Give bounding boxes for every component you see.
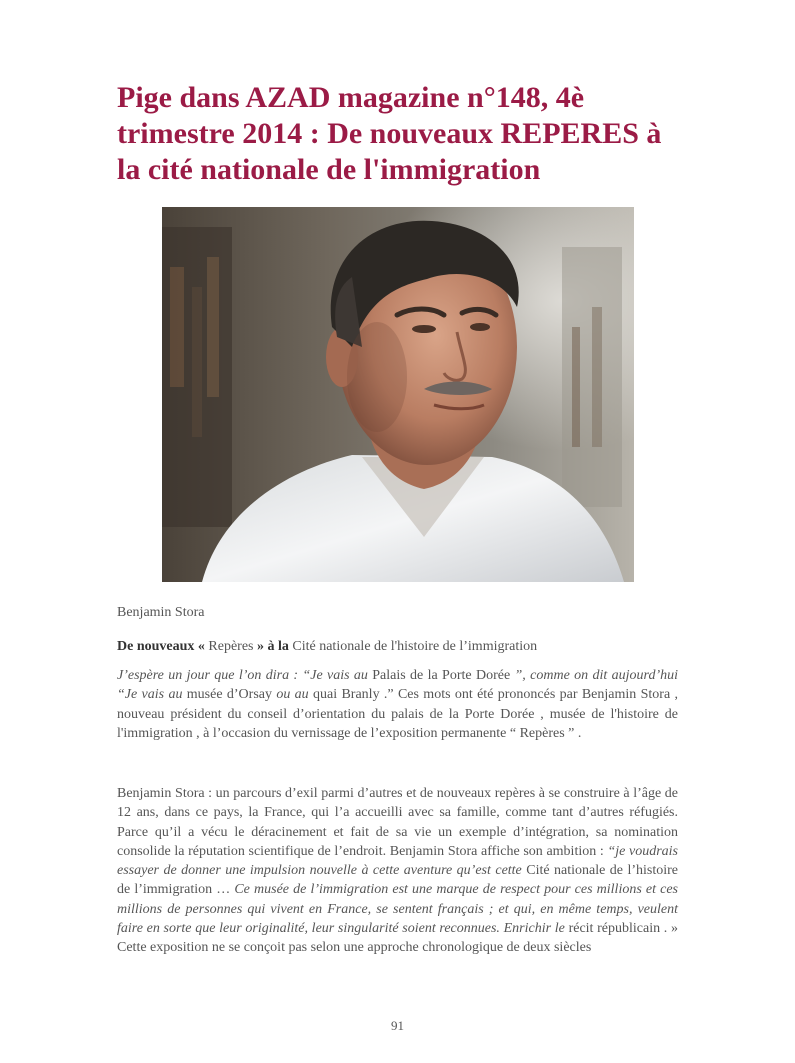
paragraph-1 — [117, 666, 678, 743]
article-title: Pige dans AZAD magazine n°148, 4è trimestre 2014 : De nouveaux REPERES à la cité nationale de l'immigration — [117, 81, 662, 186]
p2-text-2: Cité nationale de l’histoire de l’immigration … — [117, 863, 678, 898]
p1-text-2: musée d’Orsay — [182, 687, 277, 703]
p2-italic-1: “je voudrais essayer de donner une impulsion nouvelle à cette aventure qu’est cette — [117, 843, 679, 879]
p1-text-1: Palais de la Porte Dorée — [367, 668, 515, 683]
paragraph-2 — [117, 784, 678, 958]
p1-italic-3: ou au — [276, 687, 309, 703]
page-number: 91 — [391, 1018, 404, 1033]
photo-caption: Benjamin Stora — [117, 605, 205, 620]
subhead-text-1: Repères — [204, 639, 257, 654]
portrait-photo — [162, 207, 634, 582]
p1-italic-2: ”, comme on dit aujourd’hui “Je vais au — [117, 668, 678, 703]
p2-text-3: récit républicain . » Cette exposition ne se conçoit pas selon une approche chronologique de deux siècles — [117, 921, 678, 956]
p1-italic-1: J’espère un jour que l’on dira : “Je vais au — [117, 668, 368, 683]
p1-text-3: quai Branly .” Ces mots ont été prononcés par Benjamin Stora , nouveau président du conseil d’orientation du palais de la Porte Dorée , musée de l'histoire de l'immigration , à l’occasion du vernissage de l’exposition permanente “ Repères ” . — [117, 687, 679, 741]
portrait-image — [162, 207, 634, 582]
article-subhead — [117, 637, 677, 656]
p2-italic-2: Ce musée de l’immigration est une marque de respect pour ces millions et ces millions de personnes qui vivent en France, se sentent français ; et qui, en même temps, veulent faire en sorte que leur originalité, leur singularité soient reconnues. Enrichir le — [117, 882, 678, 937]
p2-text-1: Benjamin Stora : un parcours d’exil parmi d’autres et de nouveaux repères à se construire à l’âge de 12 ans, dans ce pays, la France, qui l’a accueilli avec sa famille, comme tant d’autres réfugiés. Parce qu’il a vécu le déracinement et fait de sa vie un exemple d’intégration, sa nomination consolide la réputation scientifique de l’endroit. Benjamin Stora affiche son ambition : — [117, 786, 678, 859]
subhead-text-2: Cité nationale de l'histoire de l’immigration — [288, 639, 538, 654]
subhead-bold-2: » à la — [257, 639, 289, 654]
subhead-bold-1: De nouveaux « — [117, 639, 205, 654]
